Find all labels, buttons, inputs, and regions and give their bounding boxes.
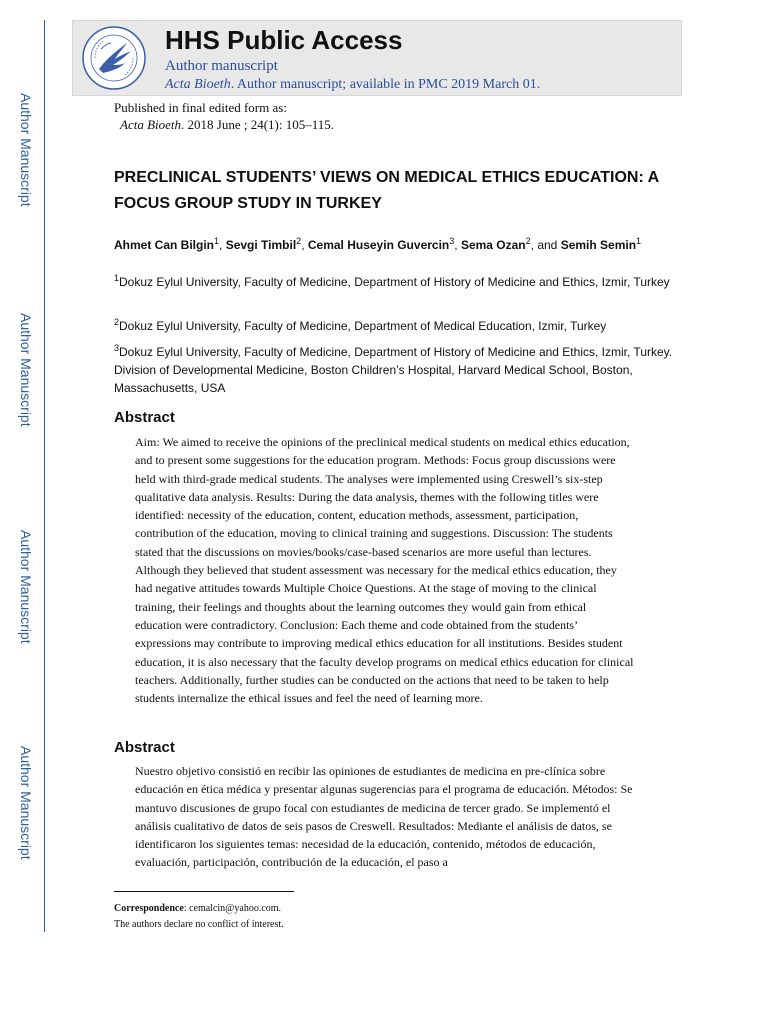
header-title: HHS Public Access: [165, 25, 403, 55]
conflict-footnote: The authors declare no conflict of interest.: [114, 919, 284, 930]
author-name: Sevgi Timbil: [225, 238, 297, 252]
hhs-header-banner: [72, 20, 682, 96]
sidebar-label: Author Manuscript: [18, 313, 34, 427]
header-manuscript-note[interactable]: Acta Bioeth. Author manuscript; available in PMC 2019 March 01.: [165, 77, 541, 92]
sidebar-label: Author Manuscript: [18, 93, 34, 207]
published-label: Published in final edited form as:: [114, 100, 287, 115]
author-name: Ahmet Can Bilgin: [114, 238, 215, 252]
abstract-heading: Abstract: [114, 409, 175, 426]
correspondence-footnote: Correspondence: cemalcin@yahoo.com.: [114, 903, 282, 914]
abstract-text: Nuestro objetivo consistió en recibir las opiniones de estudiantes de medicina en pre-clínica sobre educación en ética médica y presentar algunas sugerencias para el programa de educación. Métodos: Se mantuvo discusiones de grupo focal con estudiantes de medicina de tercer grado. Se implementó el análisis cualitativo de datos de seis pasos de Creswell. Resultados: Mediante el análisis de datos, se identificaron los siguientes temas: necesidad de la educación, contenido, métodos de educación, evaluación, participación, contribución de la educación, el paso a: [135, 764, 633, 870]
author-name: Sema Ozan: [460, 238, 526, 252]
footnote-rule: [114, 891, 294, 892]
author-name: Semih Semin: [560, 238, 637, 252]
abstract-text: Aim: We aimed to receive the opinions of the preclinical medical students on medical ethics education, and to present some suggestions for the education program. Methods: Focus group discussions were held with third-grade medical students. The analyses were implemented using Creswell’s six-step qualitative data analysis. Results: During the data analysis, themes with the following titles were identified: necessity of the education, content, education methods, assessment, participation, contribution of the education, moving to clinical training and suggestions. Discussion: The students stated that the discussions on movies/books/case-based scenarios are more useful than lectures. Although they believed that student assessment was necessary for the medical ethics education, they had negative attitudes towards Multiple Choice Questions. At the stage of moving to the clinical training, their feelings and thoughts about the learning outcomes they would gain from ethical education were contradictory. Conclusion: Each theme and code obtained from the students’ expressions may contribute to improving medical ethics education for all institutions. Besides student education, it is also necessary that the faculty develop programs on medical ethics education for clinical teachers. Additionally, further studies can be conducted on the actions that need to be taken to help students internalize the ethical issues and feel the need of learning more.: [135, 435, 634, 706]
abstract-heading: Abstract: [114, 739, 175, 756]
affiliation: $^2$Dokuz Eylul University, Faculty of Medicine, Department of Medical Education, Izmir, Turkey: [114, 317, 607, 333]
header-subtitle: Author manuscript: [165, 58, 278, 74]
sidebar-label: Author Manuscript: [18, 746, 34, 860]
published-citation: Acta Bioeth. 2018 June ; 24(1): 105–115.: [120, 117, 334, 132]
article-title: PRECLINICAL STUDENTS’ VIEWS ON MEDICAL ETHICS EDUCATION: A FOCUS GROUP STUDY IN TURKEY: [114, 169, 659, 212]
author-name: Cemal Huseyin Guvercin: [307, 238, 450, 252]
sidebar-rule: [44, 20, 45, 932]
affiliation: $^1$Dokuz Eylul University, Faculty of Medicine, Department of History of Medicine and Ethics, Izmir, Turkey: [114, 273, 670, 289]
affiliation: $^3$Dokuz Eylul University, Faculty of Medicine, Department of History of Medicine and Ethics, Izmir, Turkey. Division of Developmental Medicine, Boston Children’s Hospital, Harvard Medical School, Boston, Massachusetts, USA: [114, 343, 673, 395]
hhs-eagle-logo-icon: [81, 25, 147, 91]
author-list: Ahmet Can Bilgin$^1$, Sevgi Timbil$^2$, Cemal Huseyin Guvercin$^3$, Sema Ozan$^2$, and Semih Semin$^1$: [114, 236, 642, 252]
sidebar-label: Author Manuscript: [18, 530, 34, 644]
